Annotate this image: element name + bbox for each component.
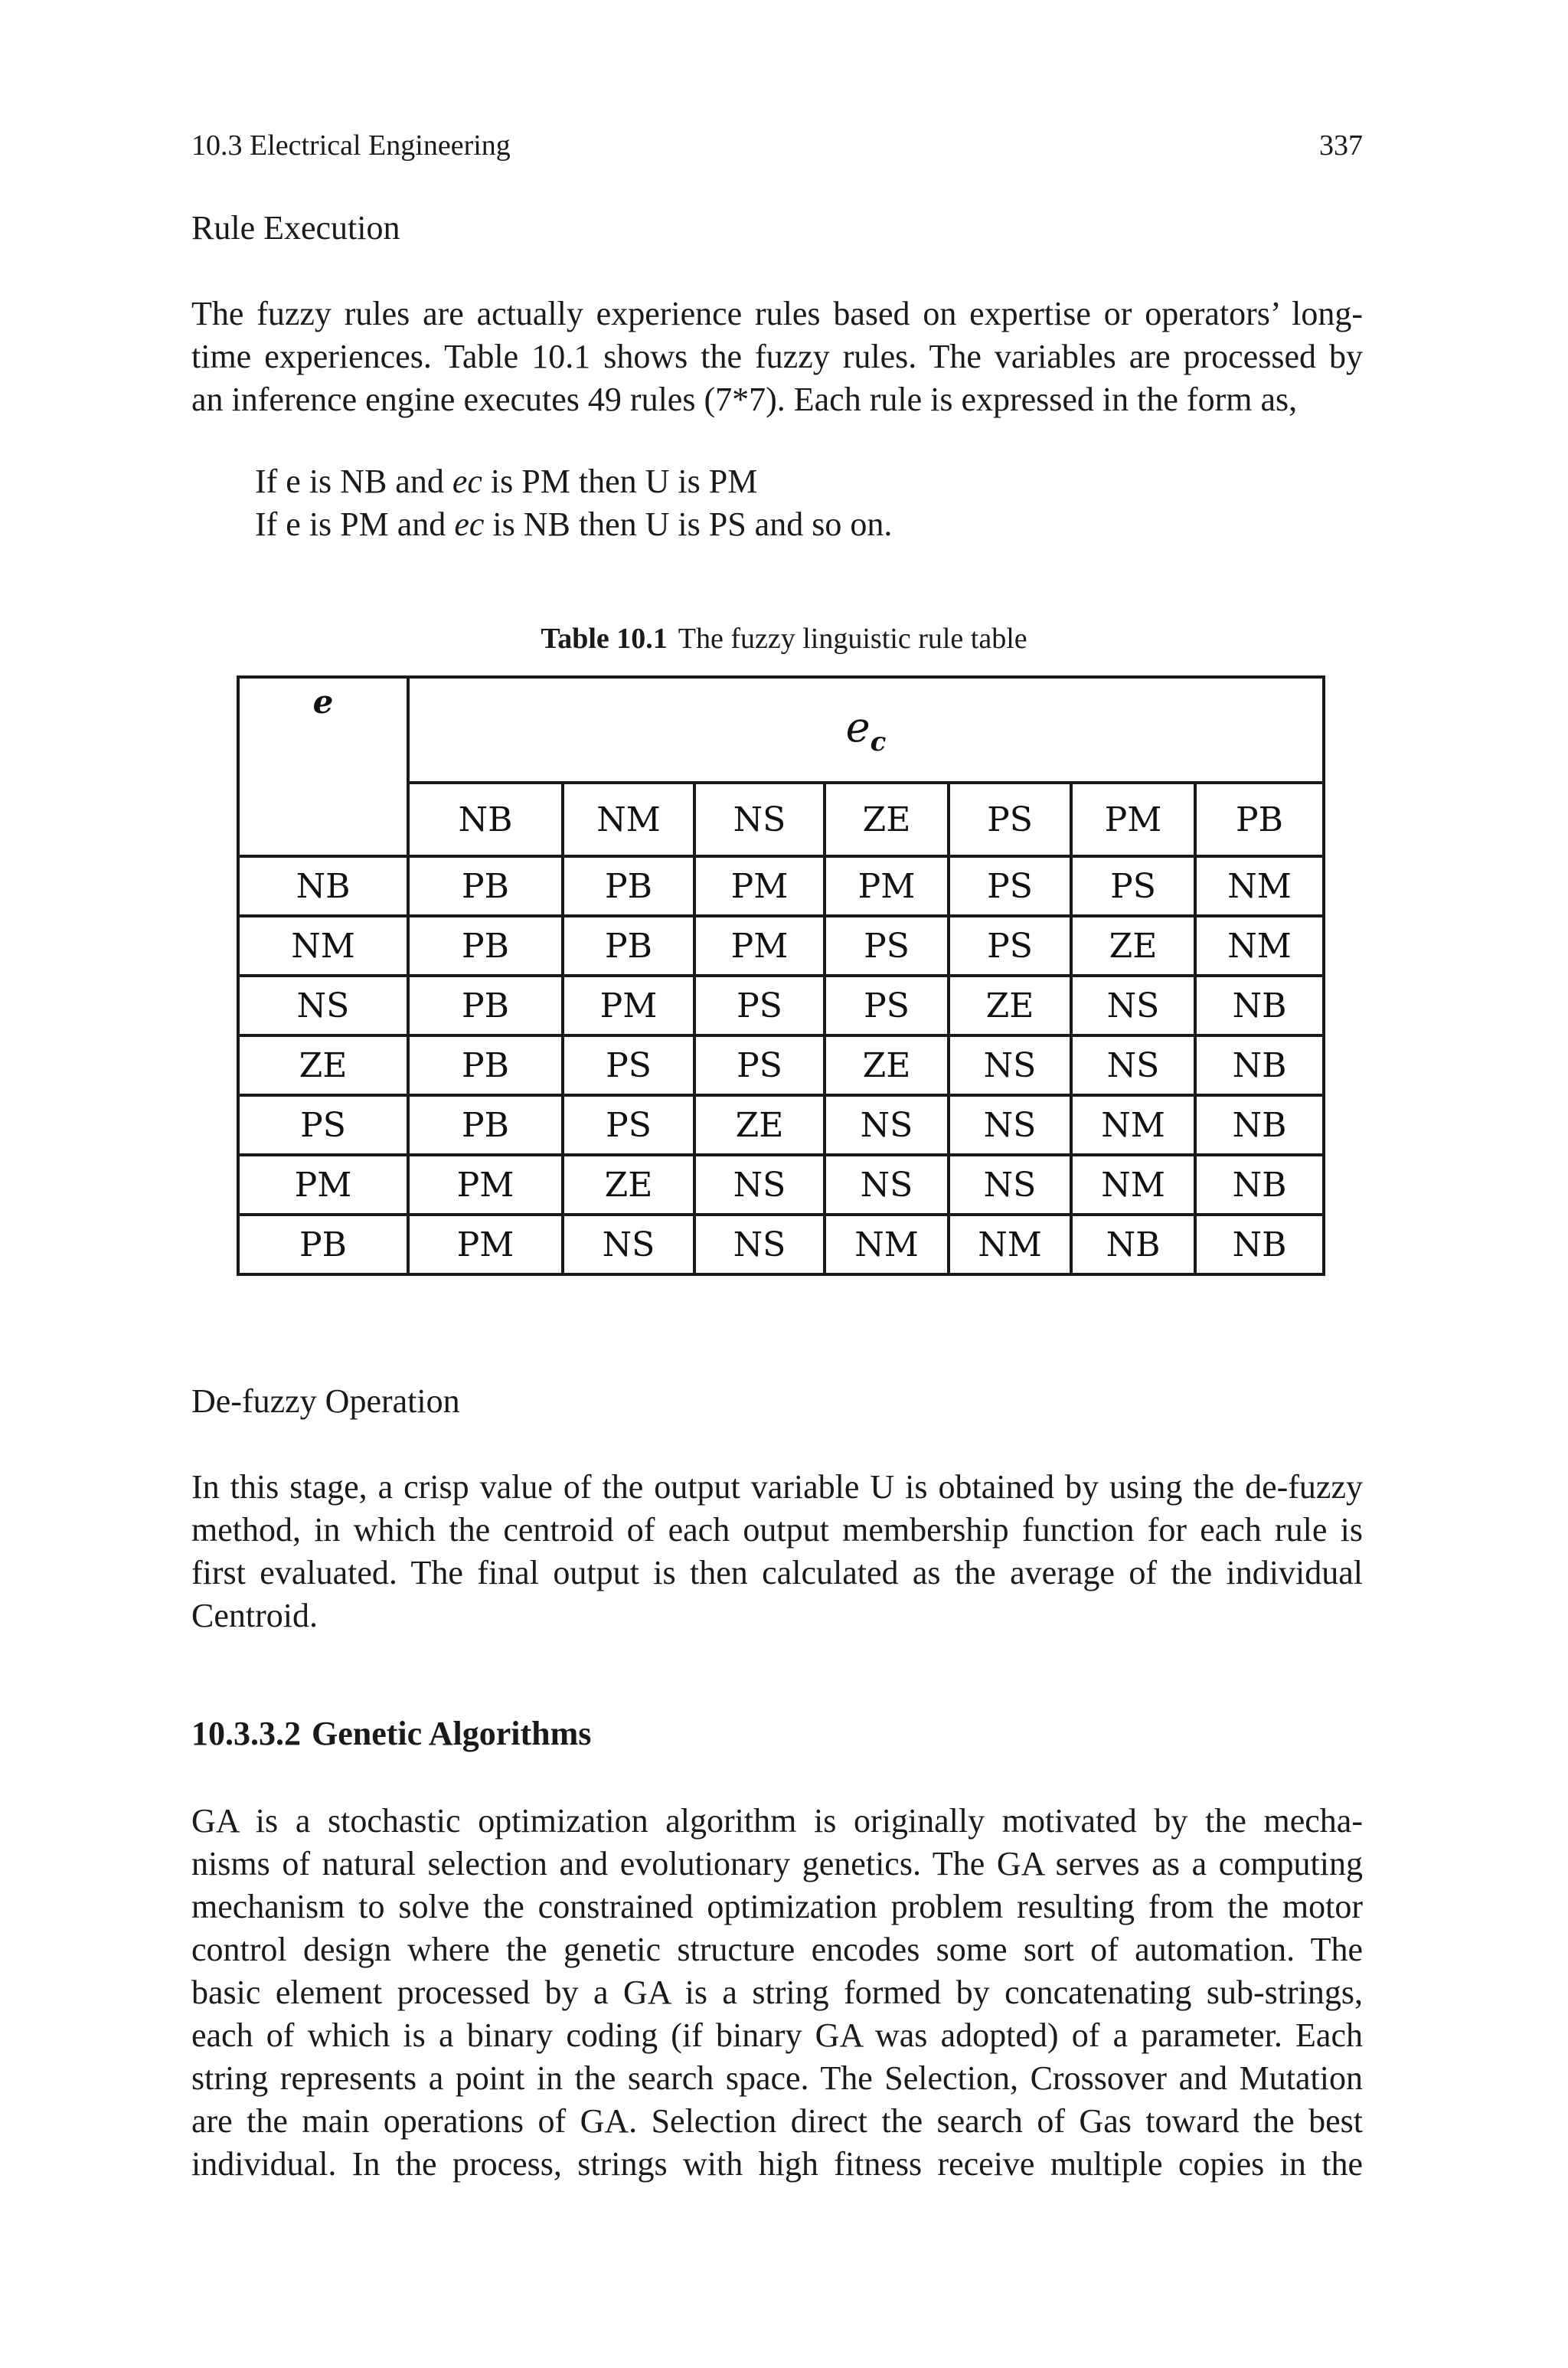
table-cell: NS	[949, 1155, 1071, 1215]
column-header: NM	[563, 783, 694, 856]
table-cell: PB	[408, 976, 563, 1035]
table-cell: PM	[408, 1155, 563, 1215]
table-row	[238, 976, 1324, 1035]
table-row	[238, 1035, 1324, 1095]
table-caption-label: Table 10.1	[541, 623, 668, 655]
rule-ec-var: ec	[452, 463, 482, 500]
rule-text: If e is NB and	[255, 463, 452, 500]
table-cell: PS	[825, 916, 949, 976]
table-cell: NS	[1071, 976, 1195, 1035]
table-cell: NM	[1071, 1155, 1195, 1215]
paragraph-line: The fuzzy rules are actually experience rules based on expertise or operators’ long-	[191, 295, 1363, 332]
table-cell: NB	[1195, 1095, 1324, 1155]
table-cell: NS	[563, 1215, 694, 1274]
table-cell: NM	[1195, 916, 1324, 976]
table-cell: PM	[825, 856, 949, 916]
row-header: NB	[238, 856, 408, 916]
column-header: ZE	[825, 783, 949, 856]
table-cell: PB	[408, 916, 563, 976]
paragraph-line: control design where the genetic structure encodes some sort of automation. The	[191, 1931, 1363, 1968]
table-cell: NM	[1071, 1095, 1195, 1155]
table-cell: NM	[949, 1215, 1071, 1274]
table-cell: NS	[825, 1095, 949, 1155]
table-cell: ZE	[694, 1095, 825, 1155]
table-cell: NB	[1071, 1215, 1195, 1274]
paragraph-line: nisms of natural selection and evolutionary genetics. The GA serves as a computing	[191, 1845, 1363, 1882]
table-cell: PS	[1071, 856, 1195, 916]
table-cell: PB	[408, 856, 563, 916]
page-number: 337	[1319, 129, 1363, 162]
row-header: PS	[238, 1095, 408, 1155]
table-row	[238, 916, 1324, 976]
ec-subscript: c	[870, 726, 887, 757]
genetic-algorithms-paragraph	[191, 1800, 1363, 2186]
table-cell: PB	[563, 916, 694, 976]
table-cell: NS	[949, 1095, 1071, 1155]
row-header: NM	[238, 916, 408, 976]
rule-example-1	[255, 460, 757, 504]
column-header: PM	[1071, 783, 1195, 856]
table-cell: PS	[825, 976, 949, 1035]
subsection-title: Genetic Algorithms	[312, 1715, 592, 1752]
table-cell: PS	[949, 856, 1071, 916]
table-cell: PS	[694, 1035, 825, 1095]
rule-example-2	[255, 502, 892, 547]
table-cell: PS	[949, 916, 1071, 976]
paragraph-line: each of which is a binary coding (if binary GA was adopted) of a parameter. Each	[191, 2016, 1363, 2054]
row-header: PB	[238, 1215, 408, 1274]
column-header: PB	[1195, 783, 1324, 856]
table-corner-e: e	[238, 677, 408, 856]
table-cell: NM	[825, 1215, 949, 1274]
column-header: PS	[949, 783, 1071, 856]
rule-ec-var: ec	[454, 505, 485, 543]
table-row	[238, 1155, 1324, 1215]
paragraph-line: basic element processed by a GA is a string formed by concatenating sub-strings,	[191, 1974, 1363, 2011]
row-header: NS	[238, 976, 408, 1035]
column-header: NB	[408, 783, 563, 856]
table-cell: PB	[563, 856, 694, 916]
table-row	[238, 1215, 1324, 1274]
rule-text: is PM then U is PM	[482, 463, 758, 500]
paragraph-line: method, in which the centroid of each output membership function for each rule is	[191, 1511, 1363, 1549]
paragraph-line: are the main operations of GA. Selection direct the search of Gas toward the best	[191, 2102, 1363, 2140]
table-cell: PB	[408, 1095, 563, 1155]
table-cell: PM	[563, 976, 694, 1035]
rule-text: is NB then U is PS and so on.	[484, 505, 893, 543]
defuzzy-heading: De-fuzzy Operation	[191, 1382, 460, 1420]
paragraph-line: first evaluated. The final output is then calculated as the average of the individual	[191, 1554, 1363, 1591]
table-cell: PM	[694, 856, 825, 916]
paragraph-line: In this stage, a crisp value of the output variable U is obtained by using the de-fuzzy	[191, 1468, 1363, 1506]
table-cell: NB	[1195, 1215, 1324, 1274]
fuzzy-rule-table	[237, 675, 1325, 1276]
paragraph-line: time experiences. Table 10.1 shows the fuzzy rules. The variables are processed by	[191, 338, 1363, 375]
table-ec-header	[408, 677, 1324, 783]
paragraph-line: individual. In the process, strings with high fitness receive multiple copies in the	[191, 2145, 1363, 2183]
table-cell: NS	[694, 1215, 825, 1274]
table-cell: NS	[694, 1155, 825, 1215]
table-cell: PM	[694, 916, 825, 976]
rule-execution-paragraph	[191, 293, 1363, 421]
row-header: ZE	[238, 1035, 408, 1095]
table-cell: NB	[1195, 1035, 1324, 1095]
row-header: PM	[238, 1155, 408, 1215]
rule-text: If e is PM and	[255, 505, 455, 543]
header-section: 10.3 Electrical Engineering	[191, 129, 511, 162]
table-cell: PM	[408, 1215, 563, 1274]
paragraph-line: GA is a stochastic optimization algorithm is originally motivated by the mecha-	[191, 1802, 1363, 1840]
defuzzy-paragraph	[191, 1466, 1363, 1637]
table-cell: NB	[1195, 976, 1324, 1035]
table-row	[238, 1095, 1324, 1155]
table-cell: NS	[825, 1155, 949, 1215]
table-caption	[0, 622, 1568, 656]
ec-label: e	[845, 702, 871, 751]
rule-execution-heading: Rule Execution	[191, 209, 400, 247]
table-cell: ZE	[949, 976, 1071, 1035]
column-header: NS	[694, 783, 825, 856]
paragraph-line: an inference engine executes 49 rules (7*7). Each rule is expressed in the form as,	[191, 381, 1298, 418]
table-row	[238, 856, 1324, 916]
table-cell: NS	[949, 1035, 1071, 1095]
table-cell: PS	[563, 1095, 694, 1155]
table-cell: PS	[694, 976, 825, 1035]
table-cell: PS	[563, 1035, 694, 1095]
table-cell: NS	[1071, 1035, 1195, 1095]
table-caption-text: The fuzzy linguistic rule table	[678, 623, 1027, 655]
table-cell: PB	[408, 1035, 563, 1095]
table-cell: NM	[1195, 856, 1324, 916]
running-header	[191, 129, 1363, 162]
table-cell: NB	[1195, 1155, 1324, 1215]
paragraph-line: Centroid.	[191, 1597, 318, 1634]
paragraph-line: string represents a point in the search space. The Selection, Crossover and Mutation	[191, 2059, 1363, 2097]
subsection-number: 10.3.3.2	[191, 1715, 301, 1752]
genetic-algorithms-heading	[191, 1712, 1363, 1755]
table-cell: ZE	[825, 1035, 949, 1095]
table-cell: ZE	[1071, 916, 1195, 976]
paragraph-line: mechanism to solve the constrained optimization problem resulting from the motor	[191, 1888, 1363, 1925]
table-cell: ZE	[563, 1155, 694, 1215]
